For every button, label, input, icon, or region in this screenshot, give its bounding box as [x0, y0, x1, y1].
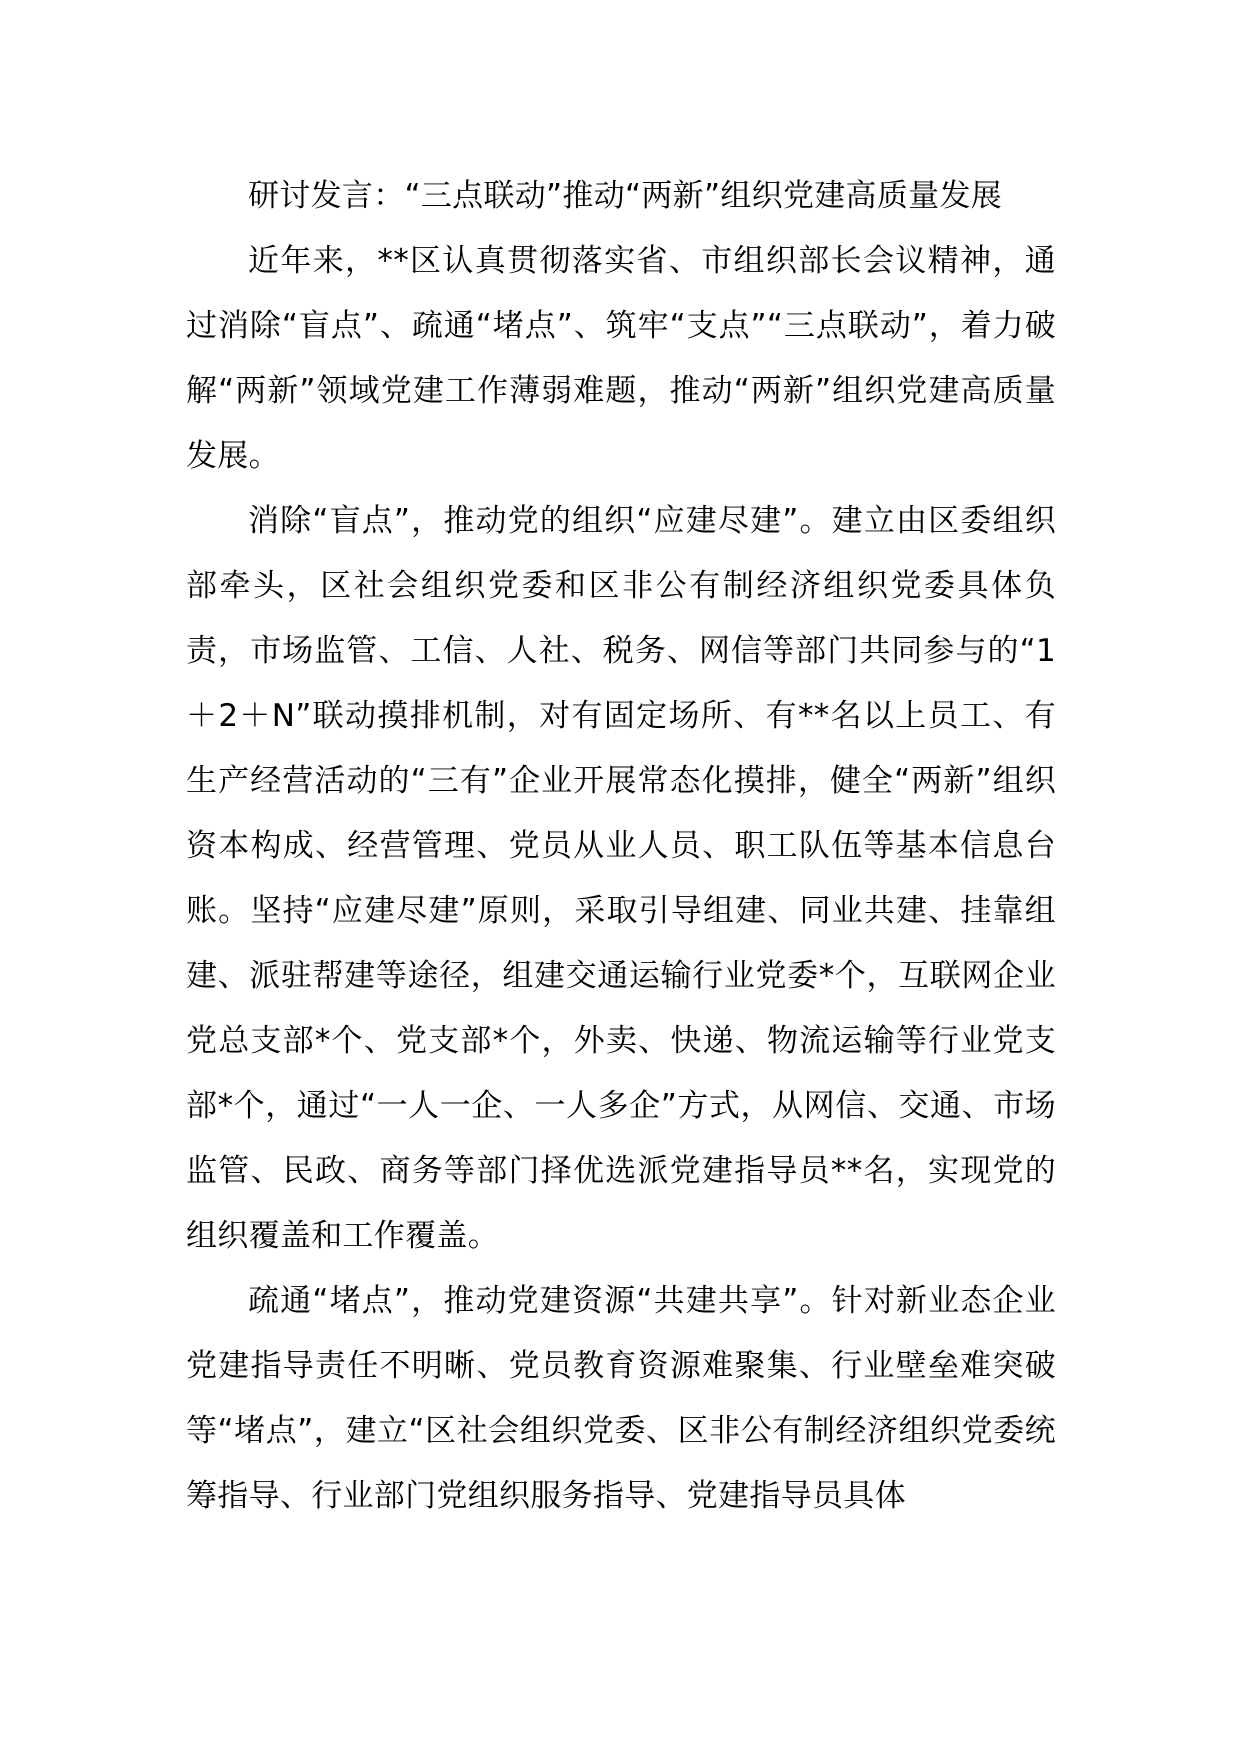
paragraph-intro: 近年来，**区认真贯彻落实省、市组织部长会议精神，通过消除“盲点”、疏通“堵点”、筑牢“支点”“三点联动”，着力破解“两新”领域党建工作薄弱难题，推动“两新”组织党建高质量发展。 — [186, 243, 1056, 474]
paragraph-blind-spots: 消除“盲点”，推动党的组织“应建尽建”。建立由区委组织部牵头，区社会组织党委和区非公有制经济组织党委具体负责，市场监管、工信、人社、税务、网信等部门共同参与的“1＋2＋N”联动摸排机制，对有固定场所、有**名以上员工、有生产经营活动的“三有”企业开展常态化摸排，健全“两新”组织资本构成、经营管理、党员从业人员、职工队伍等基本信息台账。坚持“应建尽建”原则，采取引导组建、同业共建、挂靠组建、派驻帮建等途径，组建交通运输行业党委*个，互联网企业党总支部*个、党支部*个，外卖、快递、物流运输等行业党支部*个，通过“一人一企、一人多企”方式，从网信、交通、市场监管、民政、商务等部门择优选派党建指导员**名，实现党的组织覆盖和工作覆盖。 — [186, 503, 1056, 1254]
document-title: 研讨发言：“三点联动”推动“两新”组织党建高质量发展 — [248, 178, 1003, 214]
paragraph-bottlenecks: 疏通“堵点”，推动党建资源“共建共享”。针对新业态企业党建指导责任不明晰、党员教育资源难聚集、行业壁垒难突破等“堵点”，建立“区社会组织党委、区非公有制经济组织党委统筹指导、行业部门党组织服务指导、党建指导员具体 — [186, 1283, 1056, 1514]
document-page — [186, 164, 1056, 1529]
